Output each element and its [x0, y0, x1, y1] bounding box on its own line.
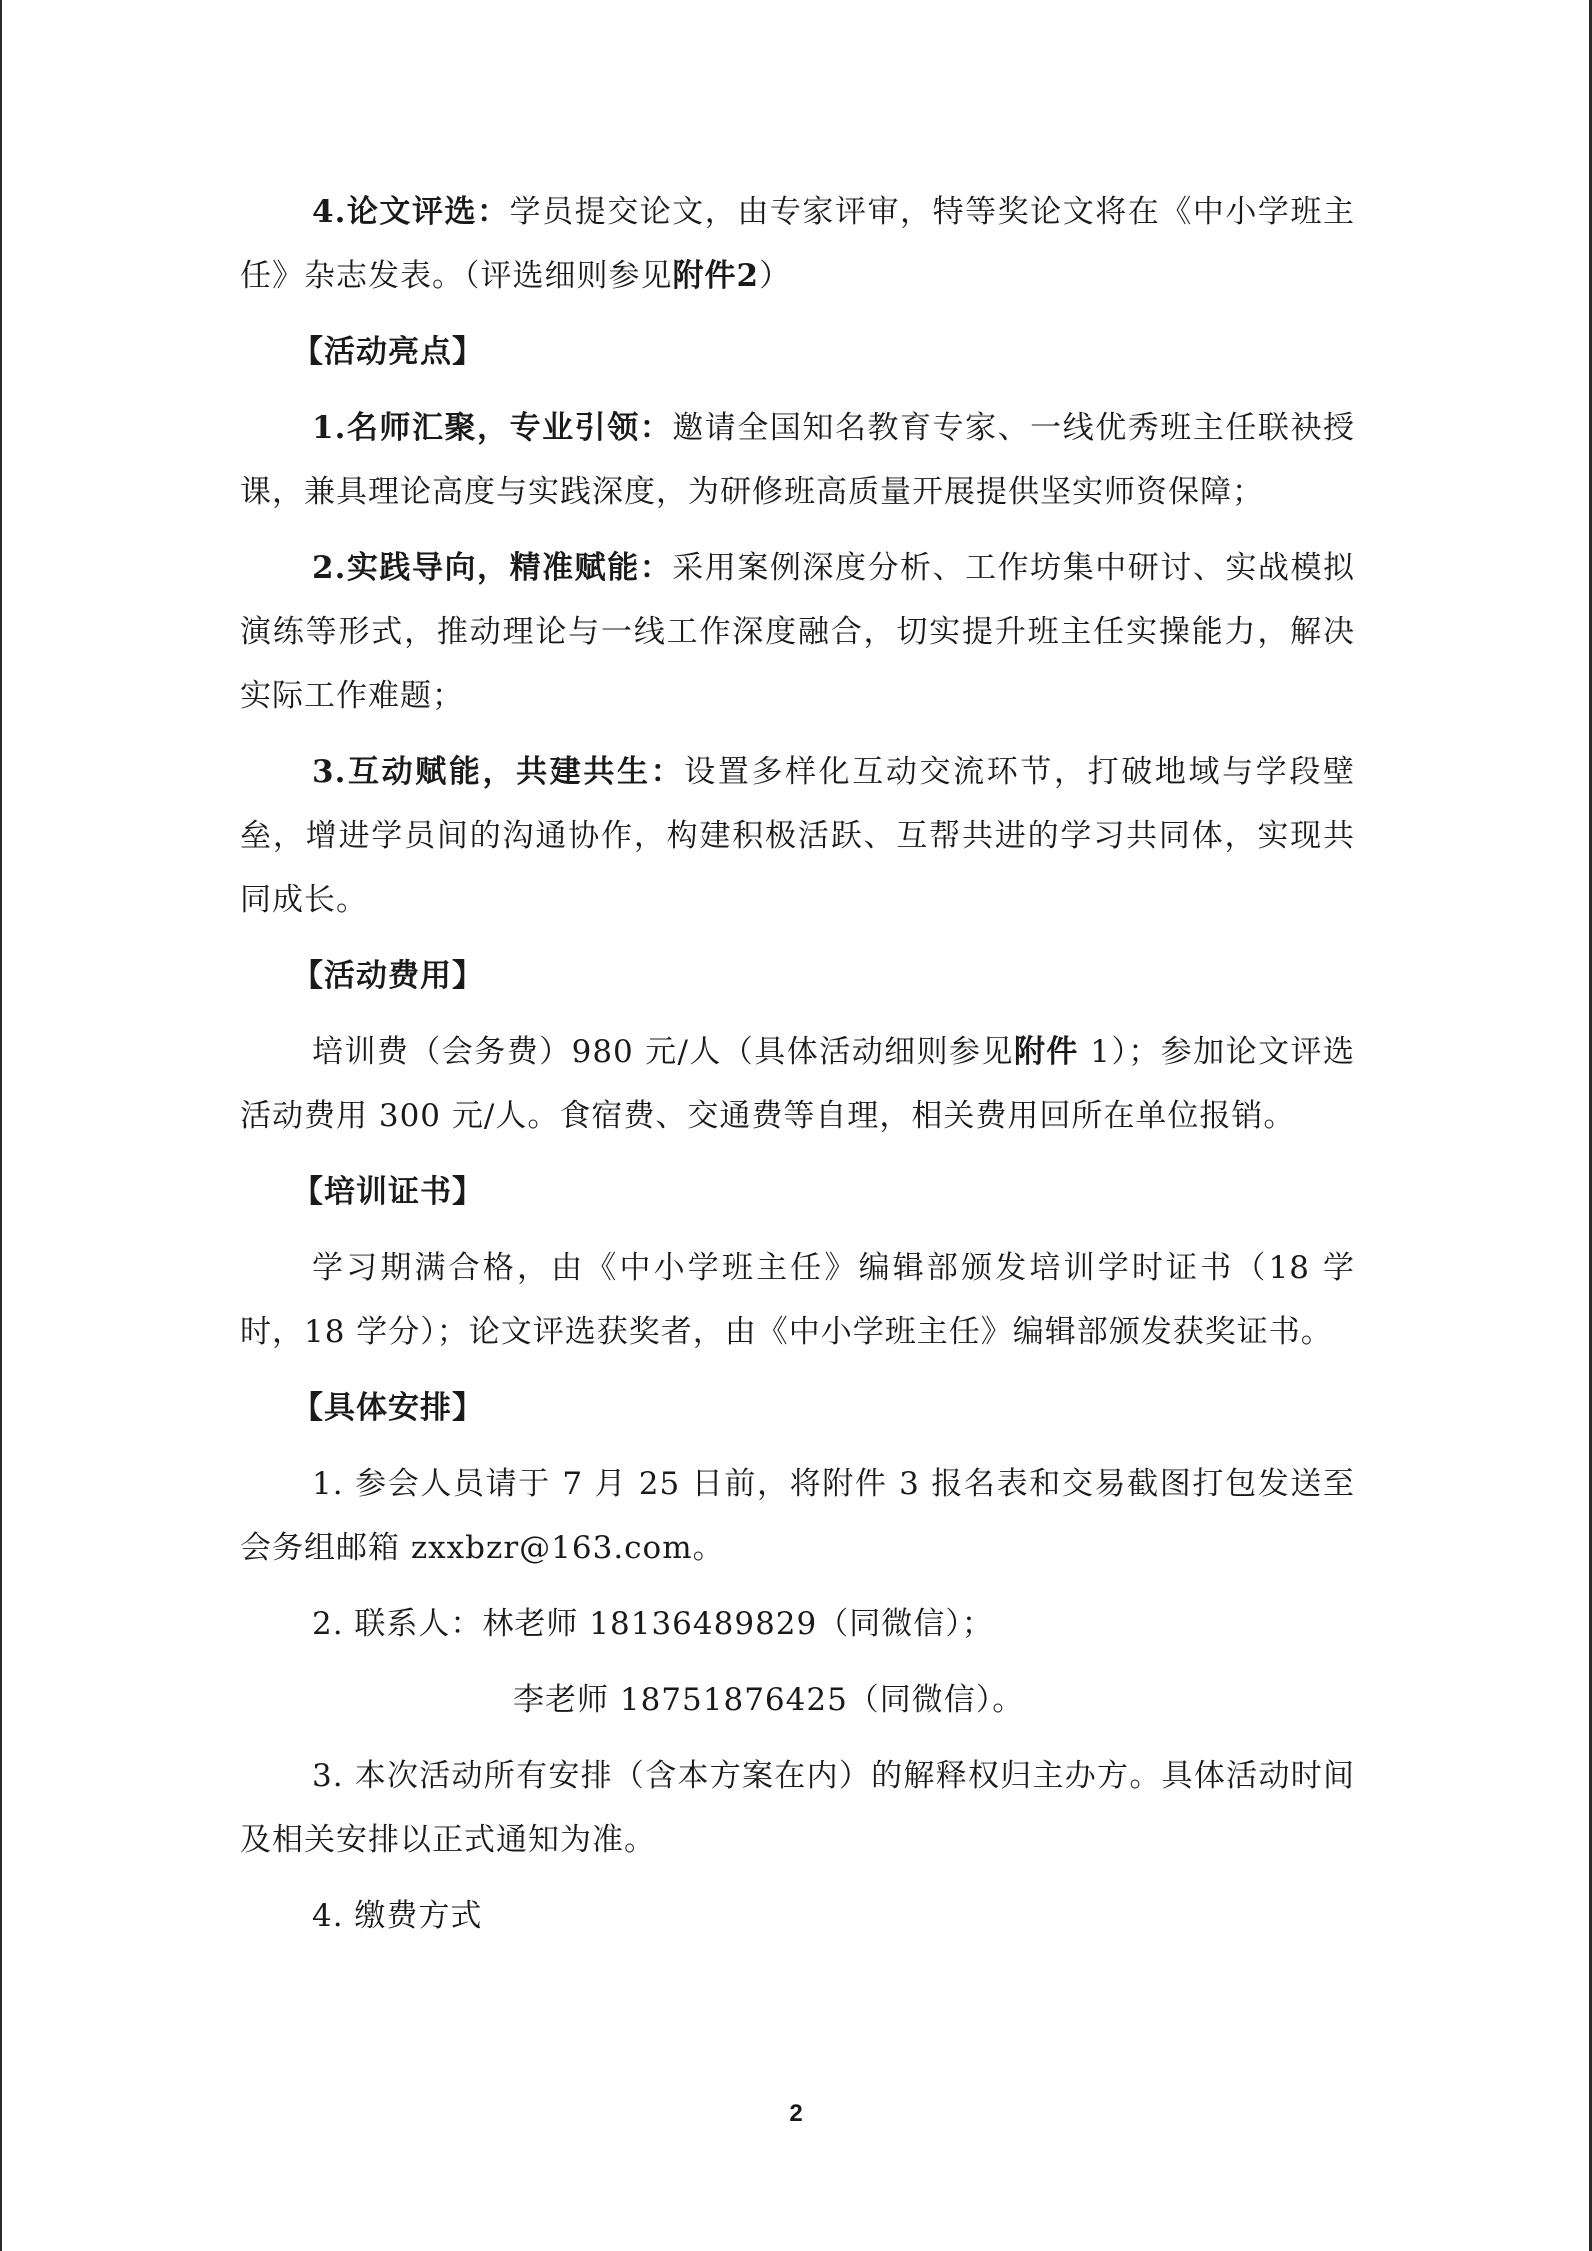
fees-heading: 【活动费用】 — [292, 958, 484, 994]
fees-paragraph — [240, 1020, 1355, 1148]
fees-text-before: 培训费（会务费）980 元/人（具体活动细则参见 — [312, 1034, 1014, 1070]
contact-2: 李老师 18751876425（同微信）。 — [513, 1682, 1025, 1718]
certificate-paragraph: 学习期满合格，由《中小学班主任》编辑部颁发培训学时证书（18 学时，18 学分）；论文评选获奖者，由《中小学班主任》编辑部颁发获奖证书。 — [240, 1250, 1355, 1350]
highlights-heading: 【活动亮点】 — [292, 334, 484, 370]
paper-selection-label: 4.论文评选： — [312, 194, 510, 230]
page-number: 2 — [789, 2100, 803, 2127]
highlight-item-text: 设置多样化互动交流环节，打破地域与学段壁垒，增进学员间的沟通协作，构建积极活跃、互帮共进的学习共同体，实现共同成长。 — [240, 754, 1355, 918]
highlight-item-2 — [240, 536, 1355, 728]
document-body — [240, 180, 1355, 1960]
arrangement-item-2 — [240, 1592, 1355, 1656]
arrangement-item-3: 3. 本次活动所有安排（含本方案在内）的解释权归主办方。具体活动时间及相关安排以正式通知为准。 — [240, 1758, 1355, 1858]
paper-selection-attachment: 附件2 — [672, 258, 760, 294]
arrangement-item-1: 1. 参会人员请于 7 月 25 日前，将附件 3 报名表和交易截图打包发送至会务组邮箱 zxxbzr@163.com。 — [240, 1466, 1355, 1566]
highlight-item-text: 采用案例深度分析、工作坊集中研讨、实战模拟演练等形式，推动理论与一线工作深度融合，切实提升班主任实操能力，解决实际工作难题； — [240, 550, 1355, 714]
contact-label: 2. 联系人： — [312, 1606, 483, 1642]
highlight-item-label: 1.名师汇聚，专业引领： — [312, 410, 673, 446]
highlight-item-label: 3.互动赋能，共建共生： — [312, 754, 685, 790]
arrangement-item-4: 4. 缴费方式 — [312, 1898, 483, 1934]
arrangements-heading: 【具体安排】 — [292, 1390, 484, 1426]
highlight-item-label: 2.实践导向，精准赋能： — [312, 550, 673, 586]
paper-selection-close: ） — [759, 258, 792, 294]
contact-1: 林老师 18136489829（同微信）； — [482, 1606, 994, 1642]
highlight-item-text: 邀请全国知名教育专家、一线优秀班主任联袂授课，兼具理论高度与实践深度，为研修班高质量开展提供坚实师资保障； — [240, 410, 1355, 510]
paper-selection-paragraph — [240, 180, 1355, 308]
certificate-heading: 【培训证书】 — [292, 1174, 484, 1210]
fees-attachment: 附件 — [1013, 1034, 1079, 1070]
highlight-item-1 — [240, 396, 1355, 524]
paper-selection-text: 学员提交论文，由专家评审，特等奖论文将在《中小学班主任》杂志发表。（评选细则参见 — [240, 194, 1355, 294]
highlight-item-3 — [240, 740, 1355, 932]
fees-text-after: 1）；参加论文评选活动费用 300 元/人。食宿费、交通费等自理，相关费用回所在单位报销。 — [240, 1034, 1356, 1134]
scan-edge-left — [0, 0, 2, 2251]
